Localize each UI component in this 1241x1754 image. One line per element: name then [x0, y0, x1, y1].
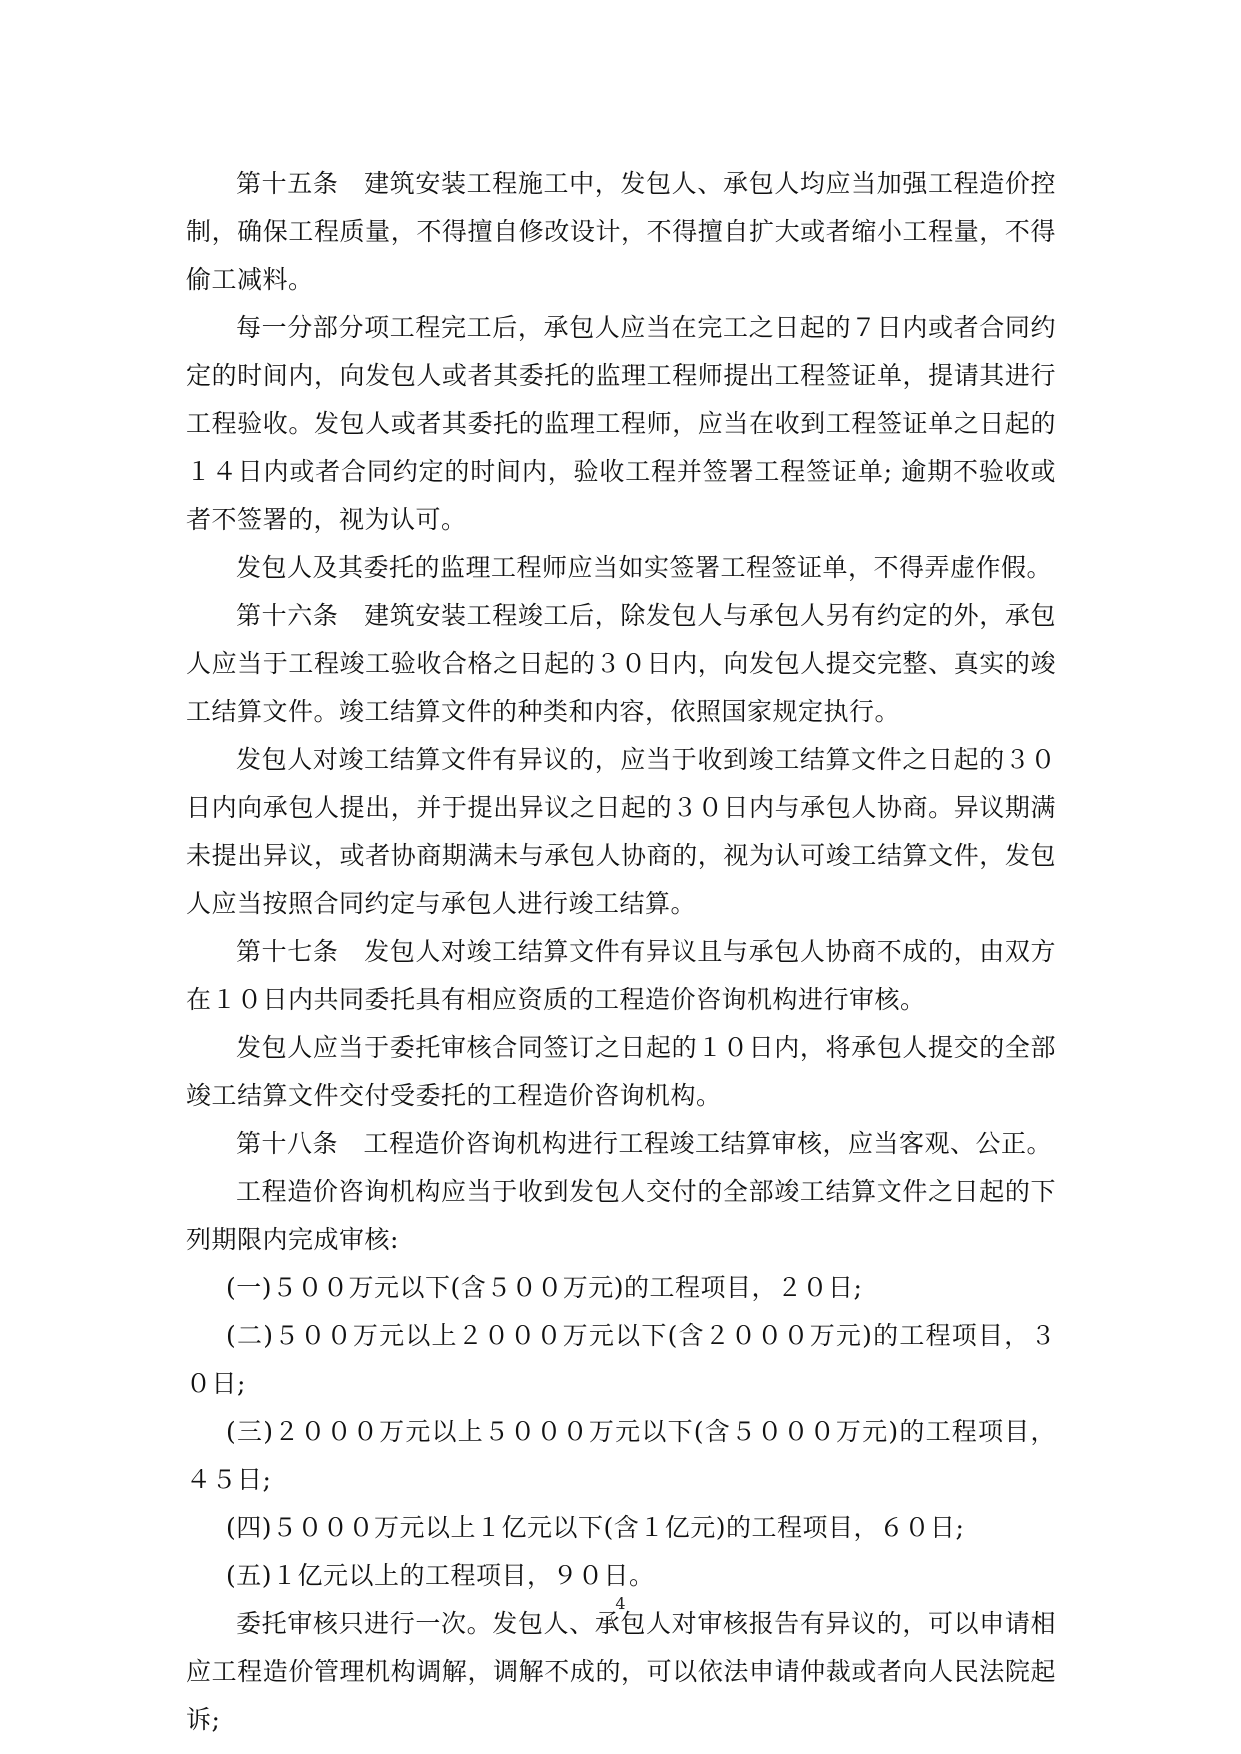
list-item-4: (四)５０００万元以上１亿元以下(含１亿元)的工程项目，６０日; [226, 1513, 965, 1542]
acceptance-paragraph: 每一分部分项工程完工后，承包人应当在完工之日起的７日内或者合同约定的时间内，向发包人或者其委托的监理工程师提出工程签证单，提请其进行工程验收。发包人或者其委托的监理工程师，应当在收到工程签证单之日起的１４日内或者合同约定的时间内，验收工程并签署工程签证单; 逾期不验收或者不签署的，视为认可。 [186, 313, 1056, 534]
document-body [186, 160, 1056, 1744]
article-17-paragraph: 第十七条 发包人对竣工结算文件有异议且与承包人协商不成的，由双方在１０日内共同委托具有相应资质的工程造价咨询机构进行审核。 [186, 937, 1056, 1014]
article-18-paragraph: 第十八条 工程造价咨询机构进行工程竣工结算审核，应当客观、公正。 [236, 1129, 1053, 1158]
list-item-2: (二)５００万元以上２０００万元以下(含２０００万元)的工程项目，３０日; [186, 1321, 1056, 1398]
article-15-paragraph: 第十五条 建筑安装工程施工中，发包人、承包人均应当加强工程造价控制，确保工程质量，不得擅自修改设计，不得擅自扩大或者缩小工程量，不得偷工减料。 [186, 169, 1056, 294]
certificate-paragraph: 发包人及其委托的监理工程师应当如实签署工程签证单，不得弄虚作假。 [236, 553, 1053, 582]
list-item-5: (五)１亿元以上的工程项目，９０日。 [226, 1561, 655, 1590]
page-number: 4 [615, 1594, 626, 1613]
list-item-1: (一)５００万元以下(含５００万元)的工程项目，２０日; [226, 1273, 863, 1302]
list-item-3: (三)２０００万元以上５０００万元以下(含５０００万元)的工程项目，４５日; [186, 1417, 1056, 1494]
single-review-paragraph: 委托审核只进行一次。发包人、承包人对审核报告有异议的，可以申请相应工程造价管理机构调解，调解不成的，可以依法申请仲裁或者向人民法院起诉; [186, 1609, 1056, 1734]
article-16-paragraph: 第十六条 建筑安装工程竣工后，除发包人与承包人另有约定的外，承包人应当于工程竣工验收合格之日起的３０日内，向发包人提交完整、真实的竣工结算文件。竣工结算文件的种类和内容，依照国家规定执行。 [186, 601, 1056, 726]
objection-paragraph: 发包人对竣工结算文件有异议的，应当于收到竣工结算文件之日起的３０日内向承包人提出，并于提出异议之日起的３０日内与承包人协商。异议期满未提出异议，或者协商期满未与承包人协商的，视为认可竣工结算文件，发包人应当按照合同约定与承包人进行竣工结算。 [186, 745, 1056, 918]
review-deadline-paragraph: 工程造价咨询机构应当于收到发包人交付的全部竣工结算文件之日起的下列期限内完成审核: [186, 1177, 1056, 1254]
delivery-paragraph: 发包人应当于委托审核合同签订之日起的１０日内，将承包人提交的全部竣工结算文件交付受委托的工程造价咨询机构。 [186, 1033, 1056, 1110]
